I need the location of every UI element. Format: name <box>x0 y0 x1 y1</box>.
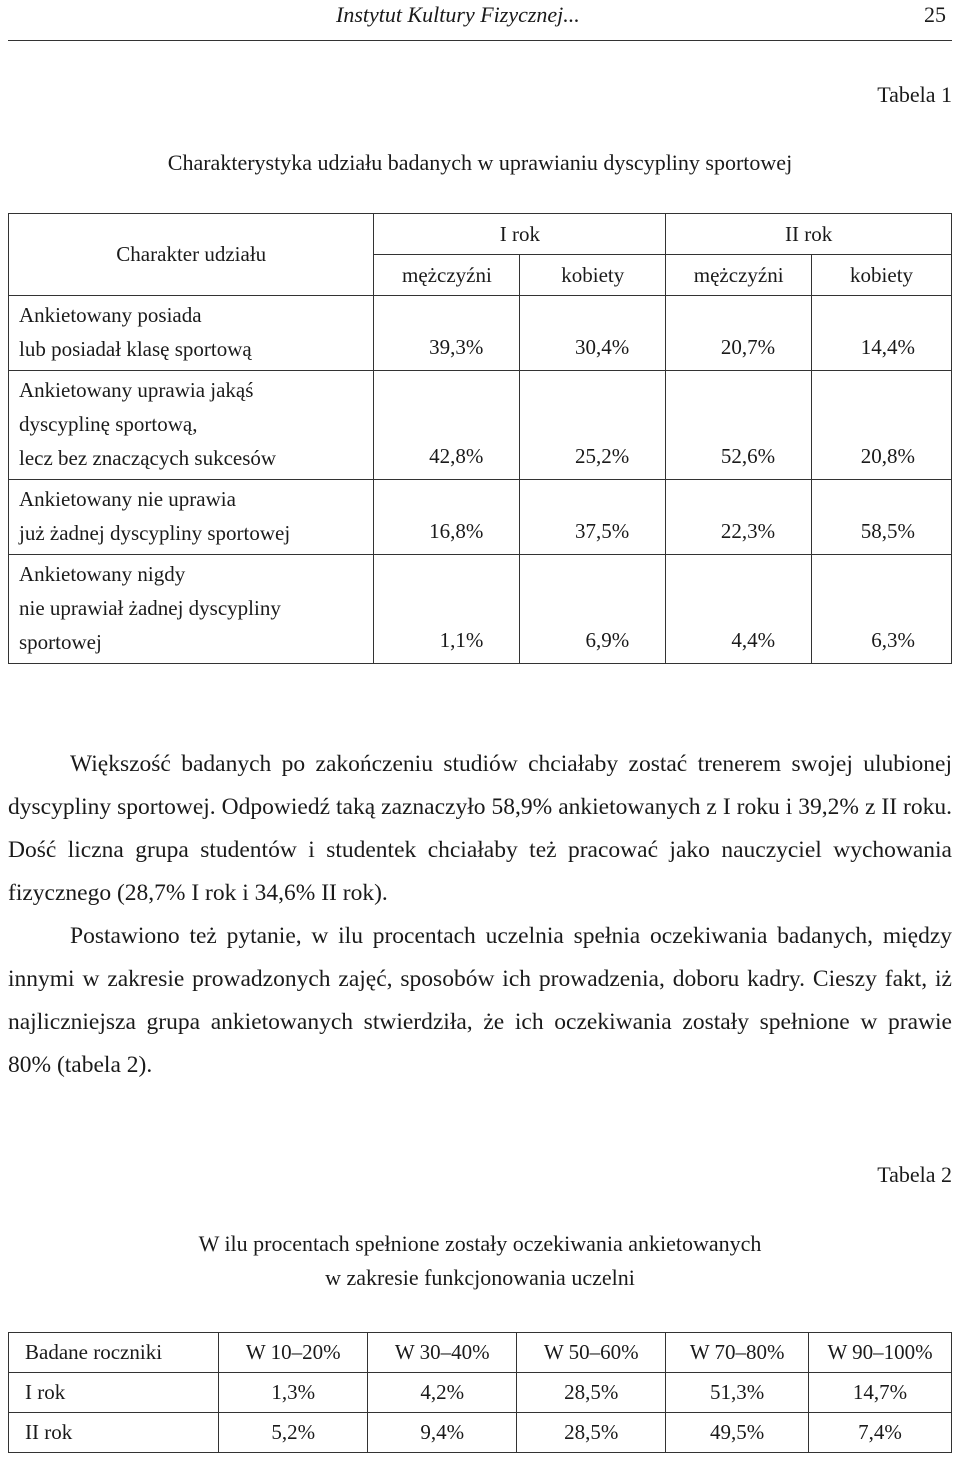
journal-title: Instytut Kultury Fizycznej... <box>336 2 580 27</box>
row-label-line: Ankietowany posiada <box>19 303 202 327</box>
table-cell: 20,7% <box>666 296 812 371</box>
page-number: 25 <box>924 2 946 27</box>
table-cell: 28,5% <box>517 1373 666 1413</box>
table2-label: Tabela 2 <box>877 1162 952 1187</box>
table1-year-header: II rok <box>666 214 952 255</box>
table-header-cell: W 30–40% <box>368 1333 517 1373</box>
table-row <box>9 480 952 555</box>
table-cell: II rok <box>9 1413 219 1453</box>
table-cell: 1,3% <box>219 1373 368 1413</box>
table-cell: 4,4% <box>666 555 812 664</box>
table-cell: 58,5% <box>812 480 952 555</box>
table-cell: 22,3% <box>666 480 812 555</box>
table-header-cell: Badane roczniki <box>9 1333 219 1373</box>
table1-sex-header: mężczyźni <box>374 255 520 296</box>
table-cell: 4,2% <box>368 1373 517 1413</box>
table-cell: 42,8% <box>374 371 520 480</box>
row-label <box>9 480 374 555</box>
table-cell: 14,7% <box>809 1373 952 1413</box>
paragraph: Większość badanych po zakończeniu studiów chciałaby zostać trenerem swojej ulubionej dyscypliny sportowej. Odpowiedź taką zaznaczyło 58,9% ankietowanych z I roku i 39,2% z II roku. Dość liczna grupa studentów i studentek chciałaby też pracować jako nauczyciel wychowania fizycznego (28,7% I rok i 34,6% II rok). <box>8 751 952 906</box>
page-header <box>8 0 952 41</box>
paragraph: Postawiono też pytanie, w ilu procentach uczelnia spełnia oczekiwania badanych, między innymi w zakresie prowadzonych zajęć, sposobów ich prowadzenia, doboru kadry. Cieszy fakt, iż najliczniejsza grupa ankietowanych stwierdziła, że ich oczekiwania zostały spełnione w prawie 80% (tabela 2). <box>8 923 952 1078</box>
table1-year-header: I rok <box>374 214 666 255</box>
table-cell: 20,8% <box>812 371 952 480</box>
table-cell: 30,4% <box>520 296 666 371</box>
table-cell: 28,5% <box>517 1413 666 1453</box>
table1-sex-header: mężczyźni <box>666 255 812 296</box>
table-cell: 16,8% <box>374 480 520 555</box>
table-cell: 7,4% <box>809 1413 952 1453</box>
table-cell: I rok <box>9 1373 219 1413</box>
table-cell: 1,1% <box>374 555 520 664</box>
row-label-line: lub posiadał klasę sportową <box>19 337 252 361</box>
body-text <box>8 743 952 1087</box>
table1 <box>8 213 952 664</box>
table2-caption-line: W ilu procentach spełnione zostały oczekiwania ankietowanych <box>198 1231 762 1256</box>
table1-sex-header: kobiety <box>520 255 666 296</box>
table-header-cell: W 50–60% <box>517 1333 666 1373</box>
table-cell: 6,3% <box>812 555 952 664</box>
table-header-cell: W 10–20% <box>219 1333 368 1373</box>
table-cell: 25,2% <box>520 371 666 480</box>
table1-corner-header: Charakter udziału <box>9 214 374 296</box>
table-cell: 37,5% <box>520 480 666 555</box>
table-header-cell: W 90–100% <box>809 1333 952 1373</box>
table-cell: 52,6% <box>666 371 812 480</box>
table2-caption-line: w zakresie funkcjonowania uczelni <box>325 1265 635 1290</box>
table1-sex-header: kobiety <box>812 255 952 296</box>
table-cell: 51,3% <box>666 1373 809 1413</box>
table1-caption: Charakterystyka udziału badanych w uprawianiu dyscypliny sportowej <box>167 150 793 175</box>
row-label-line: lecz bez znaczących sukcesów <box>19 446 277 470</box>
table2 <box>8 1332 952 1453</box>
row-label <box>9 371 374 480</box>
table1-label: Tabela 1 <box>877 82 952 107</box>
table-row <box>9 1413 952 1453</box>
table-header-cell: W 70–80% <box>666 1333 809 1373</box>
row-label <box>9 555 374 664</box>
table-cell: 5,2% <box>219 1413 368 1453</box>
row-label-line: sportowej <box>19 630 102 654</box>
table-cell: 14,4% <box>812 296 952 371</box>
table-cell: 49,5% <box>666 1413 809 1453</box>
table-header-row <box>9 1333 952 1373</box>
table-cell: 6,9% <box>520 555 666 664</box>
row-label-line: już żadnej dyscypliny sportowej <box>19 521 291 545</box>
table-row <box>9 555 952 664</box>
row-label-line: nie uprawiał żadnej dyscypliny <box>19 596 281 620</box>
row-label <box>9 296 374 371</box>
table-cell: 9,4% <box>368 1413 517 1453</box>
table-row <box>9 1373 952 1413</box>
row-label-line: Ankietowany uprawia jakąś <box>19 378 254 402</box>
table-row <box>9 296 952 371</box>
row-label-line: Ankietowany nigdy <box>19 562 186 586</box>
table-row <box>9 371 952 480</box>
row-label-line: Ankietowany nie uprawia <box>19 487 236 511</box>
table-cell: 39,3% <box>374 296 520 371</box>
row-label-line: dyscyplinę sportową, <box>19 412 198 436</box>
